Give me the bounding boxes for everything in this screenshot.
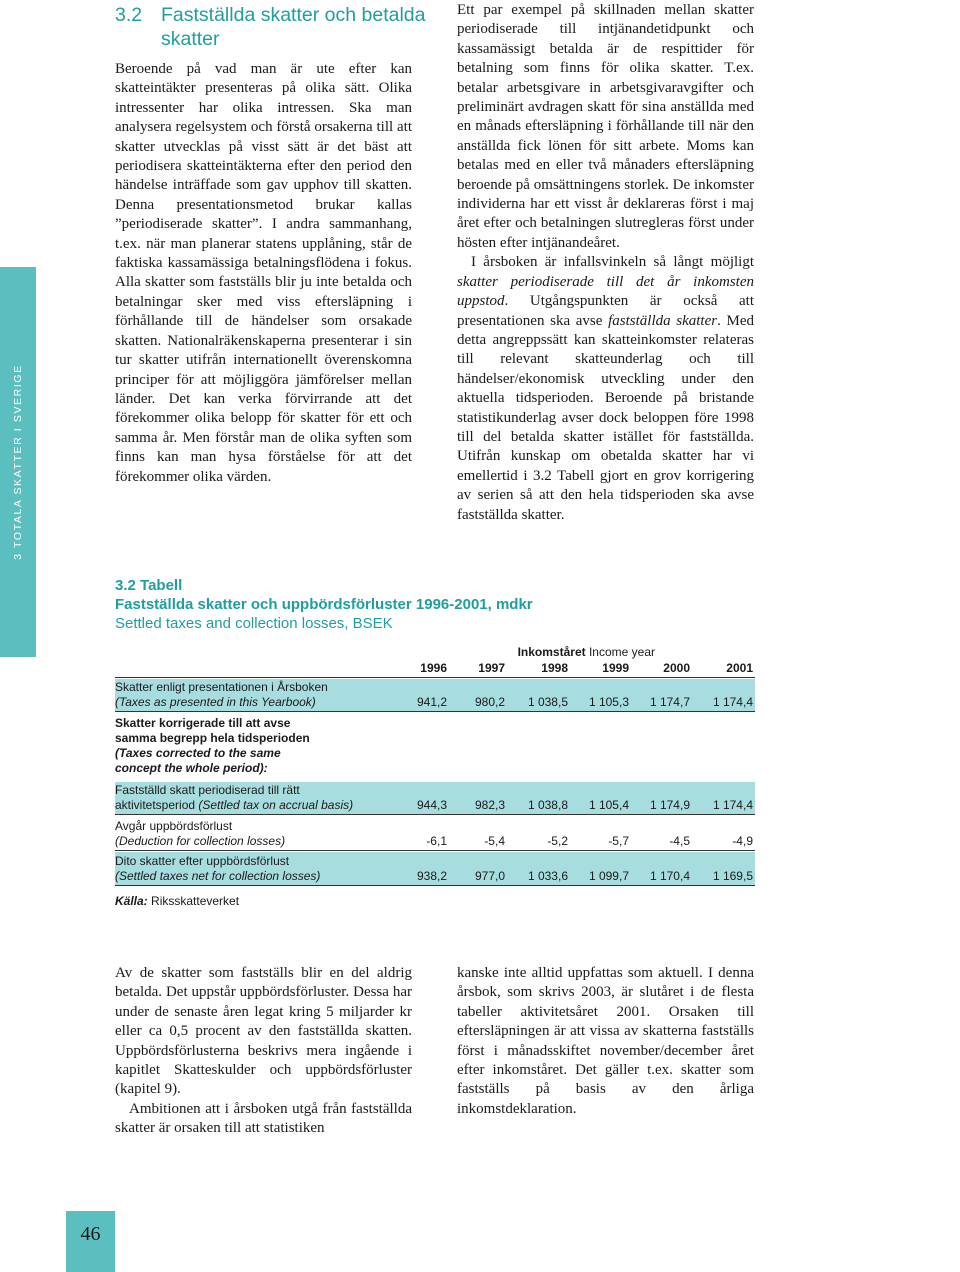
body-paragraph: Beroende på vad man är ute efter kan skatteintäkter presenteras på olika sätt. Olika intressenter har olika intressen. Ska man analysera regelsystem och förstå orsakerna till att skatter utvecklas på visst sätt är det bäst att periodisera skatteintäkterna efter den period den händelse inträffade som gav upphov till skatten. Denna presentationsmetod brukar kallas ”periodiserade skatter”. I andra sammanhang, t.ex. när man planerar statens upplåning, står de faktiska kassamässiga betalningsflödena i fokus. Alla skatter som fastställs blir ju inte betalda och betalningar sker med viss eftersläpning i förhållande till de händelser som orsakade skatten. Nationalräkenskaperna presenterar i sin tur skatter utifrån internationellt överenskomna principer för att möjliggöra jämförelser mellan länder. Det kan verka förvirrande att det förekommer olika belopp för skatter för ett och samma år. Men förstår man de olika syften som finns kan man hysa förståelse för att det förekommer olika värden. <box>115 61 412 485</box>
body-paragraph: Av de skatter som fastställs blir en del aldrig betalda. Det uppstår uppbördsförluster. Dessa har under de senaste åren legat kring 5 miljarder kr eller ca 0,5 procent av den fastställda skatten. Uppbördsförlusterna beskrivs mera ingående i kapitlet Skatteskulder och uppbördsförluster (kapitel 9). <box>115 965 412 1098</box>
year-header: 1999 <box>602 661 629 675</box>
row-label-en: (Settled taxes net for collection losses) <box>115 869 321 883</box>
table-cell: 941,2 <box>416 695 447 709</box>
table-cell: 1 038,5 <box>527 695 568 709</box>
table-cell: -6,1 <box>426 834 447 848</box>
table-cell: 1 174,4 <box>712 798 753 812</box>
row-label-en <box>115 798 353 813</box>
body-paragraph: Ambitionen att i årsboken utgå från fastställda skatter är orsaken till att statistiken <box>115 1100 412 1137</box>
italic-run: skatter periodiserade till det år inkomsten uppstod <box>457 273 754 310</box>
table-row <box>115 782 755 814</box>
year-header: 1997 <box>478 661 505 675</box>
table-subheading <box>115 715 755 781</box>
header-sv: Inkomståret <box>517 645 586 659</box>
text-run: aktivitetsperiod <box>115 798 199 812</box>
body-paragraph <box>457 253 754 525</box>
italic-run: (Settled tax on accrual basis) <box>198 798 354 812</box>
body-paragraph: kanske inte alltid uppfattas som aktuell. I denna årsbok, som skrivs 2003, är slutåret i de flesta tabeller aktivitetsåret 2001. Orsaken till eftersläpningen är att vissa av skatterna fastställs först i månadsskiftet november/december året efter inkomståret. Det gäller t.ex. skatter som fastställs på basis av den årliga inkomstdeklaration. <box>457 965 754 1117</box>
year-header: 2000 <box>663 661 690 675</box>
table-cell: 1 169,5 <box>712 869 753 883</box>
table-cell: 1 033,6 <box>527 869 568 883</box>
section-title: Fastställda skatter och betalda skatter <box>161 4 426 50</box>
table-title-block <box>115 576 755 633</box>
table-rule <box>115 677 755 678</box>
subheading-line-en: (Taxes corrected to the same <box>115 746 281 760</box>
text-run: . Utgångspunkten är också att presentationen ska avse <box>457 293 754 329</box>
table-cell: -4,9 <box>732 834 753 848</box>
table-cell: -5,2 <box>547 834 568 848</box>
table-row <box>115 852 755 885</box>
header-en: Income year <box>588 645 655 659</box>
table-cell: 1 174,4 <box>712 695 753 709</box>
page-number-box <box>66 1211 115 1272</box>
year-header: 2001 <box>726 661 753 675</box>
row-label: Fastställd skatt periodiserad till rätt <box>115 783 300 797</box>
body-column-2 <box>457 1 754 525</box>
row-label-en: (Taxes as presented in this Yearbook) <box>115 695 316 709</box>
table-cell: 1 105,3 <box>588 695 629 709</box>
body-column-1 <box>115 60 412 487</box>
table-cell: 1 174,7 <box>649 695 690 709</box>
table-cell: 944,3 <box>416 798 447 812</box>
year-header: 1998 <box>541 661 568 675</box>
row-label: Skatter enligt presentationen i Årsboken <box>115 680 328 694</box>
table-row <box>115 679 755 711</box>
table-title-sv: Fastställda skatter och uppbördsförluster 1996-2001, mdkr <box>115 596 533 613</box>
chapter-side-tab-label: 3 TOTALA SKATTER I SVERIGE <box>12 364 24 560</box>
table-cell: 977,0 <box>474 869 505 883</box>
table-rule <box>115 885 755 886</box>
table-years-row <box>115 661 755 677</box>
table-cell: 980,2 <box>474 695 505 709</box>
subheading-line-en: concept the whole period): <box>115 761 268 775</box>
table-cell: 1 170,4 <box>649 869 690 883</box>
subheading-line: samma begrepp hela tidsperioden <box>115 731 310 745</box>
body-column-3 <box>115 964 412 1139</box>
table-number: 3.2 Tabell <box>115 577 183 594</box>
table-header-income-year <box>115 645 755 659</box>
body-paragraph: Ett par exempel på skillnaden mellan skatter periodiserade till intjänandetidpunkt och kassamässigt betalda är de respittider för betalning som finns för olika skatter. T.ex. betalar arbetsgivare in arbetsgivaravgifter och preliminärt avdragen skatt för sina anställda med en månads eftersläpning i förhållande till när den anställda fick lönen för sitt arbete. Moms kan betalas med en eller två månaders eftersläpning beroende på omsättningens storlek. De inkomster individerna har ett visst år deklareras först i maj året efter och betalningen slutregleras först under hösten efter intjänandeåret. <box>457 2 754 251</box>
italic-run: fastställda skatter <box>608 312 718 329</box>
text-run: I årsboken är infallsvinkeln så långt möjligt <box>471 254 754 271</box>
table-cell: -5,4 <box>484 834 505 848</box>
year-header: 1996 <box>420 661 447 675</box>
table-cell: 1 038,8 <box>527 798 568 812</box>
table-rule <box>115 711 755 712</box>
table-rule <box>115 814 755 815</box>
subheading-line: Skatter korrigerade till att avse <box>115 716 291 730</box>
table-cell: -5,7 <box>608 834 629 848</box>
page-number: 46 <box>80 1223 101 1245</box>
table-rule <box>115 850 755 851</box>
source-value: Riksskatteverket <box>151 894 240 908</box>
table-cell: -4,5 <box>669 834 690 848</box>
row-label-en: (Deduction for collection losses) <box>115 834 286 848</box>
table-title-en: Settled taxes and collection losses, BSEK <box>115 615 393 632</box>
table-cell: 1 099,7 <box>588 869 629 883</box>
table-cell: 1 174,9 <box>649 798 690 812</box>
row-label: Dito skatter efter uppbördsförlust <box>115 854 290 868</box>
source-label: Källa: <box>115 894 148 908</box>
table-cell: 1 105,4 <box>588 798 629 812</box>
section-number: 3.2 <box>115 4 143 26</box>
table-source <box>115 894 239 908</box>
body-column-4 <box>457 964 754 1119</box>
table-cell: 982,3 <box>474 798 505 812</box>
table-row <box>115 818 755 850</box>
text-run: . Med detta angreppssätt kan skatteinkomster relateras till relevant skatteunderlag och till händelser/ekonomisk utveckling under den aktuella tidsperioden. Beroende på bristande statistikunderlag avser dock beloppen före 1998 till del betalda skatter istället för fastställda. Utifrån kunskap om obetalda skatter har vi emellertid i 3.2 Tabell gjort en grov korrigering av serien så att den hela tidsperioden ska avse fastställda skatter. <box>457 312 754 523</box>
row-label: Avgår uppbördsförlust <box>115 819 233 833</box>
table-cell: 938,2 <box>416 869 447 883</box>
